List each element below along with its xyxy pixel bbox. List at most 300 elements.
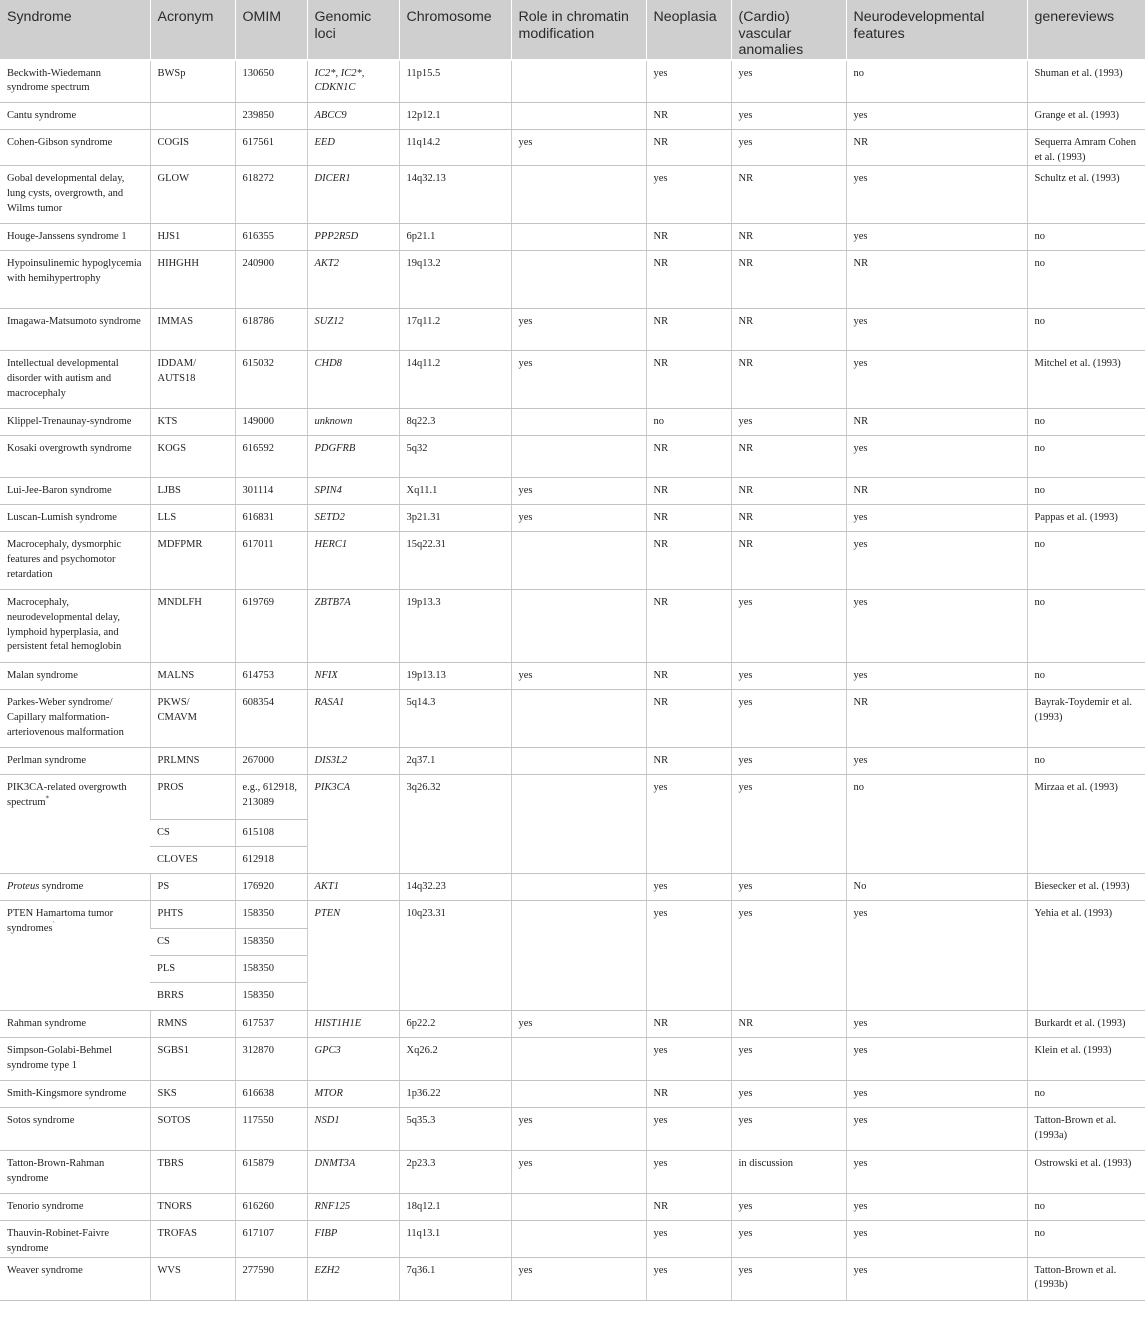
vascular-cell: NR xyxy=(731,309,846,351)
acronym-cell: PLS xyxy=(150,956,235,983)
vascular-cell: NR xyxy=(731,351,846,409)
genomic-loci-cell: PTEN xyxy=(307,901,399,1011)
omim-cell: 619769 xyxy=(235,590,307,663)
neoplasia-cell: NR xyxy=(646,1011,731,1038)
neurodevelopmental-cell: yes xyxy=(846,590,1027,663)
omim-cell: 615108 xyxy=(235,820,307,847)
chromosome-cell: 5q14.3 xyxy=(399,690,511,748)
omim-cell: 176920 xyxy=(235,874,307,901)
neoplasia-cell: yes xyxy=(646,901,731,1011)
acronym-cell: SGBS1 xyxy=(150,1038,235,1081)
genomic-loci-cell: EZH2 xyxy=(307,1257,399,1300)
omim-cell: 158350 xyxy=(235,901,307,929)
genereviews-cell: no xyxy=(1027,590,1145,663)
acronym-cell: IDDAM/ AUTS18 xyxy=(150,351,235,409)
omim-cell: 617107 xyxy=(235,1221,307,1257)
chromosome-cell: 18q12.1 xyxy=(399,1194,511,1221)
acronym-cell: CLOVES xyxy=(150,847,235,874)
chromatin-cell: yes xyxy=(511,1257,646,1300)
vascular-cell: NR xyxy=(731,1011,846,1038)
syndrome-cell: Cantu syndrome xyxy=(0,103,150,130)
acronym-cell: BWSp xyxy=(150,60,235,103)
table-row xyxy=(0,1038,1145,1081)
syndrome-text-italic: Proteus xyxy=(7,881,40,893)
table-row xyxy=(0,690,1145,748)
omim-cell: 158350 xyxy=(235,983,307,1011)
genomic-loci-cell: IC2*, IC2*, CDKN1C xyxy=(307,60,399,103)
neoplasia-cell: yes xyxy=(646,1038,731,1081)
genereviews-cell: no xyxy=(1027,1221,1145,1257)
chromosome-cell: 19p13.13 xyxy=(399,663,511,690)
acronym-cell: TNORS xyxy=(150,1194,235,1221)
column-header: Neoplasia xyxy=(646,0,731,60)
acronym-cell: KTS xyxy=(150,409,235,436)
omim-cell: 312870 xyxy=(235,1038,307,1081)
chromatin-cell xyxy=(511,1038,646,1081)
chromatin-cell xyxy=(511,60,646,103)
chromosome-cell: 14q32.13 xyxy=(399,166,511,224)
acronym-cell: TROFAS xyxy=(150,1221,235,1257)
chromatin-cell xyxy=(511,590,646,663)
acronym-cell: LLS xyxy=(150,505,235,532)
neoplasia-cell: NR xyxy=(646,690,731,748)
neurodevelopmental-cell: yes xyxy=(846,1151,1027,1194)
vascular-cell: yes xyxy=(731,1221,846,1257)
syndrome-cell: Smith-Kingsmore syndrome xyxy=(0,1081,150,1108)
omim-cell: 615879 xyxy=(235,1151,307,1194)
chromatin-cell xyxy=(511,874,646,901)
syndrome-cell: Kosaki overgrowth syndrome xyxy=(0,436,150,478)
vascular-cell: in discussion xyxy=(731,1151,846,1194)
syndrome-cell: Klippel-Trenaunay-syndrome xyxy=(0,409,150,436)
genereviews-cell: Klein et al. (1993) xyxy=(1027,1038,1145,1081)
genereviews-cell: no xyxy=(1027,1081,1145,1108)
chromatin-cell: yes xyxy=(511,309,646,351)
acronym-cell: BRRS xyxy=(150,983,235,1011)
omim-cell: 615032 xyxy=(235,351,307,409)
genereviews-cell: Mitchel et al. (1993) xyxy=(1027,351,1145,409)
omim-cell: 239850 xyxy=(235,103,307,130)
acronym-cell: SKS xyxy=(150,1081,235,1108)
vascular-cell: yes xyxy=(731,409,846,436)
vascular-cell: NR xyxy=(731,166,846,224)
neoplasia-cell: NR xyxy=(646,1194,731,1221)
table-row xyxy=(0,1081,1145,1108)
neurodevelopmental-cell: NR xyxy=(846,251,1027,309)
column-header: Genomic loci xyxy=(307,0,399,60)
chromatin-cell xyxy=(511,901,646,1011)
table-row xyxy=(0,1257,1145,1300)
genomic-loci-cell: RASA1 xyxy=(307,690,399,748)
syndrome-cell: Sotos syndrome xyxy=(0,1108,150,1151)
acronym-cell: PROS xyxy=(150,775,235,820)
table-row xyxy=(0,1194,1145,1221)
chromosome-cell: 11q13.1 xyxy=(399,1221,511,1257)
table-body xyxy=(0,60,1145,1300)
neurodevelopmental-cell: yes xyxy=(846,1108,1027,1151)
omim-cell: 149000 xyxy=(235,409,307,436)
syndrome-cell: Tatton-Brown-Rahman syndrome xyxy=(0,1151,150,1194)
syndrome-cell: Weaver syndrome xyxy=(0,1257,150,1300)
chromosome-cell: 6p21.1 xyxy=(399,224,511,251)
genereviews-cell: Tatton-Brown et al. (1993a) xyxy=(1027,1108,1145,1151)
syndrome-cell: Macrocephaly, dysmorphic features and psychomotor retardation xyxy=(0,532,150,590)
chromosome-cell: Xq11.1 xyxy=(399,478,511,505)
syndrome-cell: Simpson-Golabi-Behmel syndrome type 1 xyxy=(0,1038,150,1081)
acronym-cell: PRLMNS xyxy=(150,748,235,775)
chromosome-cell: 3q26.32 xyxy=(399,775,511,874)
syndrome-cell: Tenorio syndrome xyxy=(0,1194,150,1221)
neoplasia-cell: NR xyxy=(646,478,731,505)
table-row xyxy=(0,309,1145,351)
table-row xyxy=(0,1108,1145,1151)
table-row xyxy=(0,874,1145,901)
neoplasia-cell: NR xyxy=(646,224,731,251)
chromatin-cell xyxy=(511,1194,646,1221)
neoplasia-cell: yes xyxy=(646,874,731,901)
footnote-mark: ` xyxy=(52,920,55,929)
syndrome-cell: Imagawa-Matsumoto syndrome xyxy=(0,309,150,351)
genereviews-cell: no xyxy=(1027,309,1145,351)
acronym-cell: WVS xyxy=(150,1257,235,1300)
vascular-cell: NR xyxy=(731,436,846,478)
neurodevelopmental-cell: no xyxy=(846,60,1027,103)
column-header: Acronym xyxy=(150,0,235,60)
genereviews-cell: no xyxy=(1027,532,1145,590)
vascular-cell: NR xyxy=(731,224,846,251)
genomic-loci-cell: SPIN4 xyxy=(307,478,399,505)
genereviews-cell: Shuman et al. (1993) xyxy=(1027,60,1145,103)
omim-cell: 608354 xyxy=(235,690,307,748)
neurodevelopmental-cell: yes xyxy=(846,1221,1027,1257)
omim-cell: 614753 xyxy=(235,663,307,690)
genereviews-cell: Burkardt et al. (1993) xyxy=(1027,1011,1145,1038)
neurodevelopmental-cell: NR xyxy=(846,130,1027,166)
neoplasia-cell: NR xyxy=(646,505,731,532)
table-row xyxy=(0,1011,1145,1038)
neoplasia-cell: yes xyxy=(646,60,731,103)
neoplasia-cell: NR xyxy=(646,309,731,351)
syndrome-cell xyxy=(0,775,150,874)
genomic-loci-cell: HERC1 xyxy=(307,532,399,590)
table-row xyxy=(0,505,1145,532)
genomic-loci-cell: NFIX xyxy=(307,663,399,690)
omim-cell: 618786 xyxy=(235,309,307,351)
neurodevelopmental-cell: yes xyxy=(846,748,1027,775)
omim-cell: 117550 xyxy=(235,1108,307,1151)
chromosome-cell: 3p21.31 xyxy=(399,505,511,532)
chromosome-cell: 7q36.1 xyxy=(399,1257,511,1300)
chromatin-cell xyxy=(511,409,646,436)
neurodevelopmental-cell: yes xyxy=(846,505,1027,532)
acronym-cell: KOGS xyxy=(150,436,235,478)
table-row xyxy=(0,775,1145,820)
neurodevelopmental-cell: No xyxy=(846,874,1027,901)
vascular-cell: yes xyxy=(731,130,846,166)
syndrome-cell: Thauvin-Robinet-Faivre syndrome xyxy=(0,1221,150,1257)
genomic-loci-cell: PDGFRB xyxy=(307,436,399,478)
genereviews-cell: no xyxy=(1027,478,1145,505)
omim-cell: 617011 xyxy=(235,532,307,590)
vascular-cell: NR xyxy=(731,505,846,532)
column-header: OMIM xyxy=(235,0,307,60)
syndrome-cell: Parkes-Weber syndrome/ Capillary malformation-arteriovenous malformation xyxy=(0,690,150,748)
table-row xyxy=(0,60,1145,103)
genereviews-cell: Grange et al. (1993) xyxy=(1027,103,1145,130)
omim-cell: 616831 xyxy=(235,505,307,532)
column-header: Chromosome xyxy=(399,0,511,60)
syndrome-cell: Intellectual developmental disorder with autism and macrocephaly xyxy=(0,351,150,409)
table-row xyxy=(0,663,1145,690)
omim-cell: 158350 xyxy=(235,929,307,956)
genomic-loci-cell: DNMT3A xyxy=(307,1151,399,1194)
genereviews-cell: Bayrak-Toydemir et al. (1993) xyxy=(1027,690,1145,748)
syndrome-text: syndrome xyxy=(39,881,84,893)
vascular-cell: yes xyxy=(731,1194,846,1221)
neoplasia-cell: yes xyxy=(646,1151,731,1194)
genomic-loci-cell: SUZ12 xyxy=(307,309,399,351)
chromosome-cell: 2p23.3 xyxy=(399,1151,511,1194)
omim-cell: 158350 xyxy=(235,956,307,983)
neurodevelopmental-cell: yes xyxy=(846,309,1027,351)
neoplasia-cell: yes xyxy=(646,1108,731,1151)
chromatin-cell xyxy=(511,436,646,478)
acronym-cell: MDFPMR xyxy=(150,532,235,590)
chromosome-cell: 2q37.1 xyxy=(399,748,511,775)
acronym-cell: PS xyxy=(150,874,235,901)
syndrome-cell: Houge-Janssens syndrome 1 xyxy=(0,224,150,251)
chromatin-cell: yes xyxy=(511,351,646,409)
chromosome-cell: 19p13.3 xyxy=(399,590,511,663)
acronym-cell: TBRS xyxy=(150,1151,235,1194)
chromosome-cell: 12p12.1 xyxy=(399,103,511,130)
omim-cell: 301114 xyxy=(235,478,307,505)
omim-cell: 616355 xyxy=(235,224,307,251)
neurodevelopmental-cell: NR xyxy=(846,478,1027,505)
neoplasia-cell: NR xyxy=(646,532,731,590)
acronym-cell: PHTS xyxy=(150,901,235,929)
column-header: Role in chromatin modification xyxy=(511,0,646,60)
chromosome-cell: 1p36.22 xyxy=(399,1081,511,1108)
neurodevelopmental-cell: NR xyxy=(846,690,1027,748)
neoplasia-cell: NR xyxy=(646,351,731,409)
neoplasia-cell: no xyxy=(646,409,731,436)
neurodevelopmental-cell: yes xyxy=(846,532,1027,590)
chromatin-cell: yes xyxy=(511,1011,646,1038)
genomic-loci-cell: CHD8 xyxy=(307,351,399,409)
genereviews-cell: Biesecker et al. (1993) xyxy=(1027,874,1145,901)
neoplasia-cell: NR xyxy=(646,130,731,166)
chromatin-cell xyxy=(511,224,646,251)
chromosome-cell: 17q11.2 xyxy=(399,309,511,351)
column-header: Neurodevelopmental features xyxy=(846,0,1027,60)
neurodevelopmental-cell: yes xyxy=(846,1081,1027,1108)
vascular-cell: yes xyxy=(731,690,846,748)
neurodevelopmental-cell: yes xyxy=(846,436,1027,478)
neurodevelopmental-cell: NR xyxy=(846,409,1027,436)
genomic-loci-cell: HIST1H1E xyxy=(307,1011,399,1038)
chromosome-cell: 11q14.2 xyxy=(399,130,511,166)
genereviews-cell: Schultz et al. (1993) xyxy=(1027,166,1145,224)
genomic-loci-cell: DICER1 xyxy=(307,166,399,224)
vascular-cell: NR xyxy=(731,251,846,309)
genomic-loci-cell: AKT1 xyxy=(307,874,399,901)
genereviews-cell: no xyxy=(1027,224,1145,251)
chromosome-cell: 10q23.31 xyxy=(399,901,511,1011)
genomic-loci-cell: ABCC9 xyxy=(307,103,399,130)
omim-cell: 617537 xyxy=(235,1011,307,1038)
genomic-loci-cell: SETD2 xyxy=(307,505,399,532)
omim-cell: 616260 xyxy=(235,1194,307,1221)
neoplasia-cell: NR xyxy=(646,748,731,775)
omim-cell: 130650 xyxy=(235,60,307,103)
table-row xyxy=(0,1221,1145,1257)
chromosome-cell: Xq26.2 xyxy=(399,1038,511,1081)
syndrome-cell xyxy=(0,874,150,901)
table-row xyxy=(0,409,1145,436)
neurodevelopmental-cell: yes xyxy=(846,1194,1027,1221)
chromatin-cell xyxy=(511,1221,646,1257)
neurodevelopmental-cell: yes xyxy=(846,1038,1027,1081)
neurodevelopmental-cell: yes xyxy=(846,1011,1027,1038)
acronym-cell xyxy=(150,103,235,130)
chromatin-cell xyxy=(511,775,646,874)
syndrome-cell: Rahman syndrome xyxy=(0,1011,150,1038)
chromosome-cell: 8q22.3 xyxy=(399,409,511,436)
neoplasia-cell: yes xyxy=(646,1257,731,1300)
table-row xyxy=(0,224,1145,251)
vascular-cell: yes xyxy=(731,60,846,103)
omim-cell: 277590 xyxy=(235,1257,307,1300)
acronym-cell: MALNS xyxy=(150,663,235,690)
chromatin-cell xyxy=(511,251,646,309)
omim-cell: 267000 xyxy=(235,748,307,775)
chromatin-cell xyxy=(511,532,646,590)
genomic-loci-cell: DIS3L2 xyxy=(307,748,399,775)
acronym-cell: HIHGHH xyxy=(150,251,235,309)
vascular-cell: yes xyxy=(731,663,846,690)
table-row xyxy=(0,103,1145,130)
syndrome-cell: Macrocephaly, neurodevelopmental delay, lymphoid hyperplasia, and persistent fetal hemoglobin xyxy=(0,590,150,663)
table-row xyxy=(0,251,1145,309)
omim-cell: 240900 xyxy=(235,251,307,309)
chromatin-cell: yes xyxy=(511,1151,646,1194)
neoplasia-cell: NR xyxy=(646,1081,731,1108)
syndrome-cell: Luscan-Lumish syndrome xyxy=(0,505,150,532)
neurodevelopmental-cell: no xyxy=(846,775,1027,874)
syndrome-cell: Perlman syndrome xyxy=(0,748,150,775)
neurodevelopmental-cell: yes xyxy=(846,901,1027,1011)
chromatin-cell: yes xyxy=(511,478,646,505)
genereviews-cell: Pappas et al. (1993) xyxy=(1027,505,1145,532)
genereviews-cell: no xyxy=(1027,748,1145,775)
column-header: (Cardio) vascular anomalies xyxy=(731,0,846,60)
neoplasia-cell: NR xyxy=(646,663,731,690)
genomic-loci-cell: unknown xyxy=(307,409,399,436)
genomic-loci-cell: EED xyxy=(307,130,399,166)
chromosome-cell: 14q11.2 xyxy=(399,351,511,409)
neurodevelopmental-cell: yes xyxy=(846,103,1027,130)
neoplasia-cell: NR xyxy=(646,590,731,663)
acronym-cell: SOTOS xyxy=(150,1108,235,1151)
footnote-mark: * xyxy=(45,794,49,803)
acronym-cell: IMMAS xyxy=(150,309,235,351)
chromosome-cell: 6p22.2 xyxy=(399,1011,511,1038)
genomic-loci-cell: NSD1 xyxy=(307,1108,399,1151)
vascular-cell: yes xyxy=(731,103,846,130)
table-row xyxy=(0,478,1145,505)
neurodevelopmental-cell: yes xyxy=(846,166,1027,224)
syndrome-cell: Cohen-Gibson syndrome xyxy=(0,130,150,166)
genereviews-cell: no xyxy=(1027,436,1145,478)
genomic-loci-cell: PIK3CA xyxy=(307,775,399,874)
column-header: Syndrome xyxy=(0,0,150,60)
table-row xyxy=(0,351,1145,409)
syndrome-cell: Beckwith-Wiedemann syndrome spectrum xyxy=(0,60,150,103)
omim-cell: e.g., 612918, 213089 xyxy=(235,775,307,820)
syndrome-text: PTEN Hamartoma tumor syndromes xyxy=(7,908,114,935)
chromatin-cell: yes xyxy=(511,505,646,532)
column-header: genereviews xyxy=(1027,0,1145,60)
acronym-cell: HJS1 xyxy=(150,224,235,251)
acronym-cell: GLOW xyxy=(150,166,235,224)
genereviews-cell: no xyxy=(1027,663,1145,690)
syndrome-cell: Gobal developmental delay, lung cysts, overgrowth, and Wilms tumor xyxy=(0,166,150,224)
table-row xyxy=(0,436,1145,478)
syndrome-text: PIK3CA-related overgrowth spectrum xyxy=(7,782,127,809)
genereviews-cell: Yehia et al. (1993) xyxy=(1027,901,1145,1011)
chromosome-cell: 19q13.2 xyxy=(399,251,511,309)
neoplasia-cell: yes xyxy=(646,775,731,874)
omim-cell: 612918 xyxy=(235,847,307,874)
syndrome-cell: Hypoinsulinemic hypoglycemia with hemihypertrophy xyxy=(0,251,150,309)
vascular-cell: yes xyxy=(731,748,846,775)
acronym-cell: MNDLFH xyxy=(150,590,235,663)
neurodevelopmental-cell: yes xyxy=(846,224,1027,251)
genereviews-cell: no xyxy=(1027,1194,1145,1221)
chromosome-cell: 11p15.5 xyxy=(399,60,511,103)
omim-cell: 618272 xyxy=(235,166,307,224)
neoplasia-cell: NR xyxy=(646,251,731,309)
syndrome-cell: Lui-Jee-Baron syndrome xyxy=(0,478,150,505)
chromosome-cell: 5q32 xyxy=(399,436,511,478)
neoplasia-cell: yes xyxy=(646,1221,731,1257)
syndrome-cell xyxy=(0,901,150,1011)
table-row xyxy=(0,166,1145,224)
chromatin-cell: yes xyxy=(511,663,646,690)
chromatin-cell xyxy=(511,103,646,130)
neoplasia-cell: NR xyxy=(646,103,731,130)
acronym-cell: RMNS xyxy=(150,1011,235,1038)
chromatin-cell xyxy=(511,690,646,748)
chromatin-cell xyxy=(511,748,646,775)
neurodevelopmental-cell: yes xyxy=(846,351,1027,409)
genereviews-cell: Mirzaa et al. (1993) xyxy=(1027,775,1145,874)
chromosome-cell: 14q32.23 xyxy=(399,874,511,901)
genomic-loci-cell: RNF125 xyxy=(307,1194,399,1221)
vascular-cell: NR xyxy=(731,532,846,590)
genomic-loci-cell: GPC3 xyxy=(307,1038,399,1081)
genomic-loci-cell: FIBP xyxy=(307,1221,399,1257)
vascular-cell: yes xyxy=(731,590,846,663)
table-row xyxy=(0,590,1145,663)
acronym-cell: PKWS/ CMAVM xyxy=(150,690,235,748)
chromatin-cell: yes xyxy=(511,1108,646,1151)
genomic-loci-cell: ZBTB7A xyxy=(307,590,399,663)
genomic-loci-cell: MTOR xyxy=(307,1081,399,1108)
table-row xyxy=(0,1151,1145,1194)
genereviews-cell: Sequerra Amram Cohen et al. (1993) xyxy=(1027,130,1145,166)
